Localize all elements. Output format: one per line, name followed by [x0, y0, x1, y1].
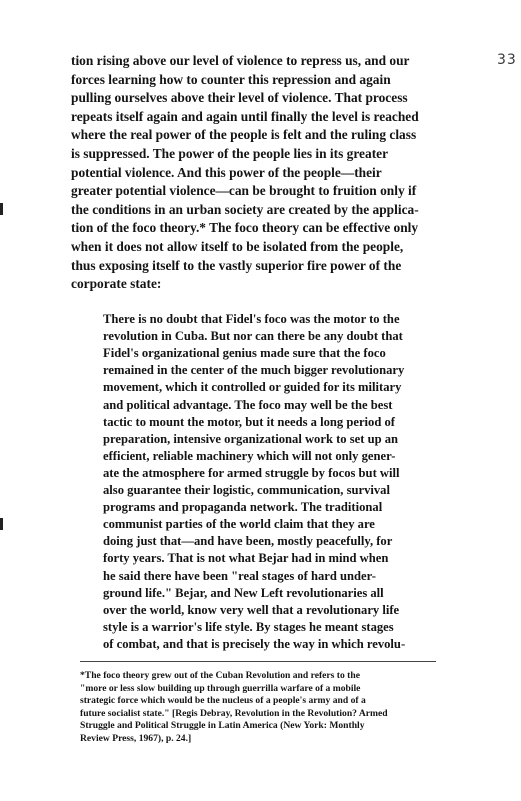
quote-line: remained in the center of the much bigger revolutionary: [103, 363, 405, 378]
scan-edge-mark: [0, 203, 3, 215]
footnote-line: "more or less slow building up through guerrilla warfare of a mobile: [80, 682, 361, 694]
body-line: tion of the foco theory.* The foco theory can be effective only: [71, 220, 419, 236]
quote-line: of combat, and that is precisely the way in which revolu-: [103, 636, 406, 651]
page-number: 33: [497, 52, 517, 68]
quote-line: and political advantage. The foco may well be the best: [103, 397, 393, 412]
quote-line: forty years. That is not what Bejar had in mind when: [103, 551, 389, 566]
quote-line: programs and propaganda network. The traditional: [103, 500, 383, 515]
body-line: potential violence. And this power of the people—their: [71, 164, 382, 180]
quote-line: ground life." Bejar, and New Left revolutionaries all: [103, 585, 384, 600]
quote-line: over the world, know very well that a revolutionary life: [103, 602, 400, 617]
quote-line: efficient, reliable machinery which will not only gener-: [103, 448, 396, 463]
body-line: thus exposing itself to the vastly superior fire power of the: [71, 257, 402, 273]
quote-line: Fidel's organizational genius made sure that the foco: [103, 346, 386, 361]
scan-edge-mark: [0, 518, 3, 530]
footnote-line: *The foco theory grew out of the Cuban Revolution and refers to the: [80, 670, 360, 681]
body-line: is suppressed. The power of the people lies in its greater: [71, 146, 389, 161]
footnote-line: future socialist state." [Regis Debray, Revolution in the Revolution? Armed: [80, 707, 388, 719]
quote-line: tactic to mount the motor, but it needs a long period of: [103, 414, 395, 429]
quote-line: doing just that—and have been, mostly peacefully, for: [103, 534, 393, 549]
footnote-line: strategic force which would be the nucleus of a people's army and of a: [80, 695, 366, 707]
body-line: repeats itself again and again until finally the level is reached: [71, 108, 419, 124]
quote-line: communist parties of the world claim that they are: [103, 517, 375, 532]
quote-line: ate the atmosphere for armed struggle by focos but will: [103, 465, 400, 480]
quote-line: he said there have been "real stages of hard under-: [103, 568, 376, 583]
body-line: pulling ourselves above their level of violence. That process: [71, 90, 408, 106]
body-line: the conditions in an urban society are created by the applica-: [71, 201, 419, 217]
body-line: where the real power of the people is felt and the ruling class: [71, 127, 417, 143]
body-line: tion rising above our level of violence to repress us, and our: [71, 53, 410, 68]
footnote-divider: [80, 661, 436, 662]
body-line: forces learning how to counter this repression and again: [71, 71, 391, 87]
quote-line: movement, which it controlled or guided for its military: [103, 380, 402, 395]
body-line: when it does not allow itself to be isolated from the people,: [71, 239, 404, 254]
body-line: corporate state:: [71, 276, 162, 292]
quote-line: also guarantee their logistic, communication, survival: [103, 483, 390, 497]
footnote-line: Struggle and Political Struggle in Latin America (New York: Monthly: [80, 720, 365, 732]
quote-line: style is a warrior's life style. By stages he meant stages: [103, 619, 394, 634]
body-line: greater potential violence—can be brought to fruition only if: [71, 183, 417, 199]
quote-line: preparation, intensive organizational work to set up an: [103, 431, 399, 446]
quote-line: There is no doubt that Fidel's foco was the motor to the: [103, 312, 400, 326]
quote-line: revolution in Cuba. But nor can there be any doubt that: [103, 329, 403, 344]
footnote-line: Review Press, 1967), p. 24.]: [80, 733, 192, 744]
